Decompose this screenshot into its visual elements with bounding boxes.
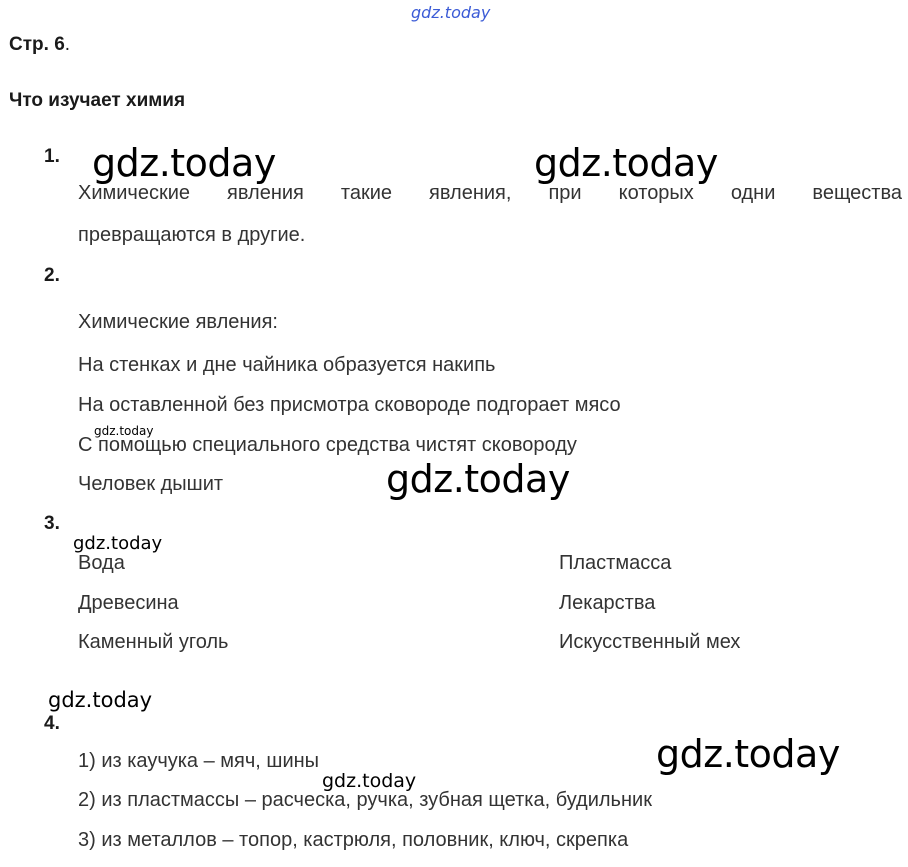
watermark: gdz.today	[386, 457, 570, 501]
word: вещества	[812, 182, 902, 204]
word: явления,	[429, 182, 512, 204]
word: Химические	[78, 182, 191, 204]
answer-1-line-2: превращаются в другие.	[78, 224, 306, 246]
answer-3-left-item: Вода	[78, 552, 125, 574]
answer-3-right-item: Лекарства	[559, 592, 656, 614]
page-title: Что изучает химия	[9, 90, 186, 111]
answer-4-item: 2) из пластмассы – расческа, ручка, зубная щетка, будильник	[78, 789, 652, 811]
watermark: gdz.today	[48, 688, 153, 712]
question-2-number: 2.	[44, 265, 60, 286]
question-4-number: 4.	[44, 713, 60, 734]
watermark: gdz.today	[534, 141, 718, 185]
answer-2-item: С помощью специального средства чистят сковороду	[78, 434, 577, 456]
answer-3-left-item: Древесина	[78, 592, 179, 614]
question-3-number: 3.	[44, 513, 60, 534]
word: такие	[340, 182, 393, 204]
answer-2-item: Человек дышит	[78, 473, 224, 495]
answer-4-item: 1) из каучука – мяч, шины	[78, 750, 320, 772]
page-number: Стр. 6.	[9, 34, 71, 55]
watermark: gdz.today	[656, 732, 840, 776]
word: одни	[730, 182, 776, 204]
answer-1-line-1	[78, 182, 902, 205]
word: при	[548, 182, 582, 204]
answer-2-item: На стенках и дне чайника образуется накипь	[78, 354, 496, 376]
word: явления	[227, 182, 304, 204]
answer-3-right-item: Пластмасса	[559, 552, 672, 574]
answer-4-item: 3) из металлов – топор, кастрюля, половник, ключ, скрепка	[78, 829, 629, 851]
answer-3-left-item: Каменный уголь	[78, 631, 229, 653]
question-1-number: 1.	[44, 146, 60, 167]
watermark-top: gdz.today	[411, 3, 491, 22]
watermark: gdz.today	[92, 141, 276, 185]
answer-3-right-item: Искусственный мех	[559, 631, 741, 653]
watermark: gdz.today	[94, 424, 154, 438]
word: которых	[618, 182, 694, 204]
answer-2-intro: Химические явления:	[78, 311, 278, 333]
answer-2-item: На оставленной без присмотра сковороде подгорает мясо	[78, 394, 621, 416]
watermark: gdz.today	[322, 770, 417, 792]
watermark: gdz.today	[73, 533, 163, 554]
